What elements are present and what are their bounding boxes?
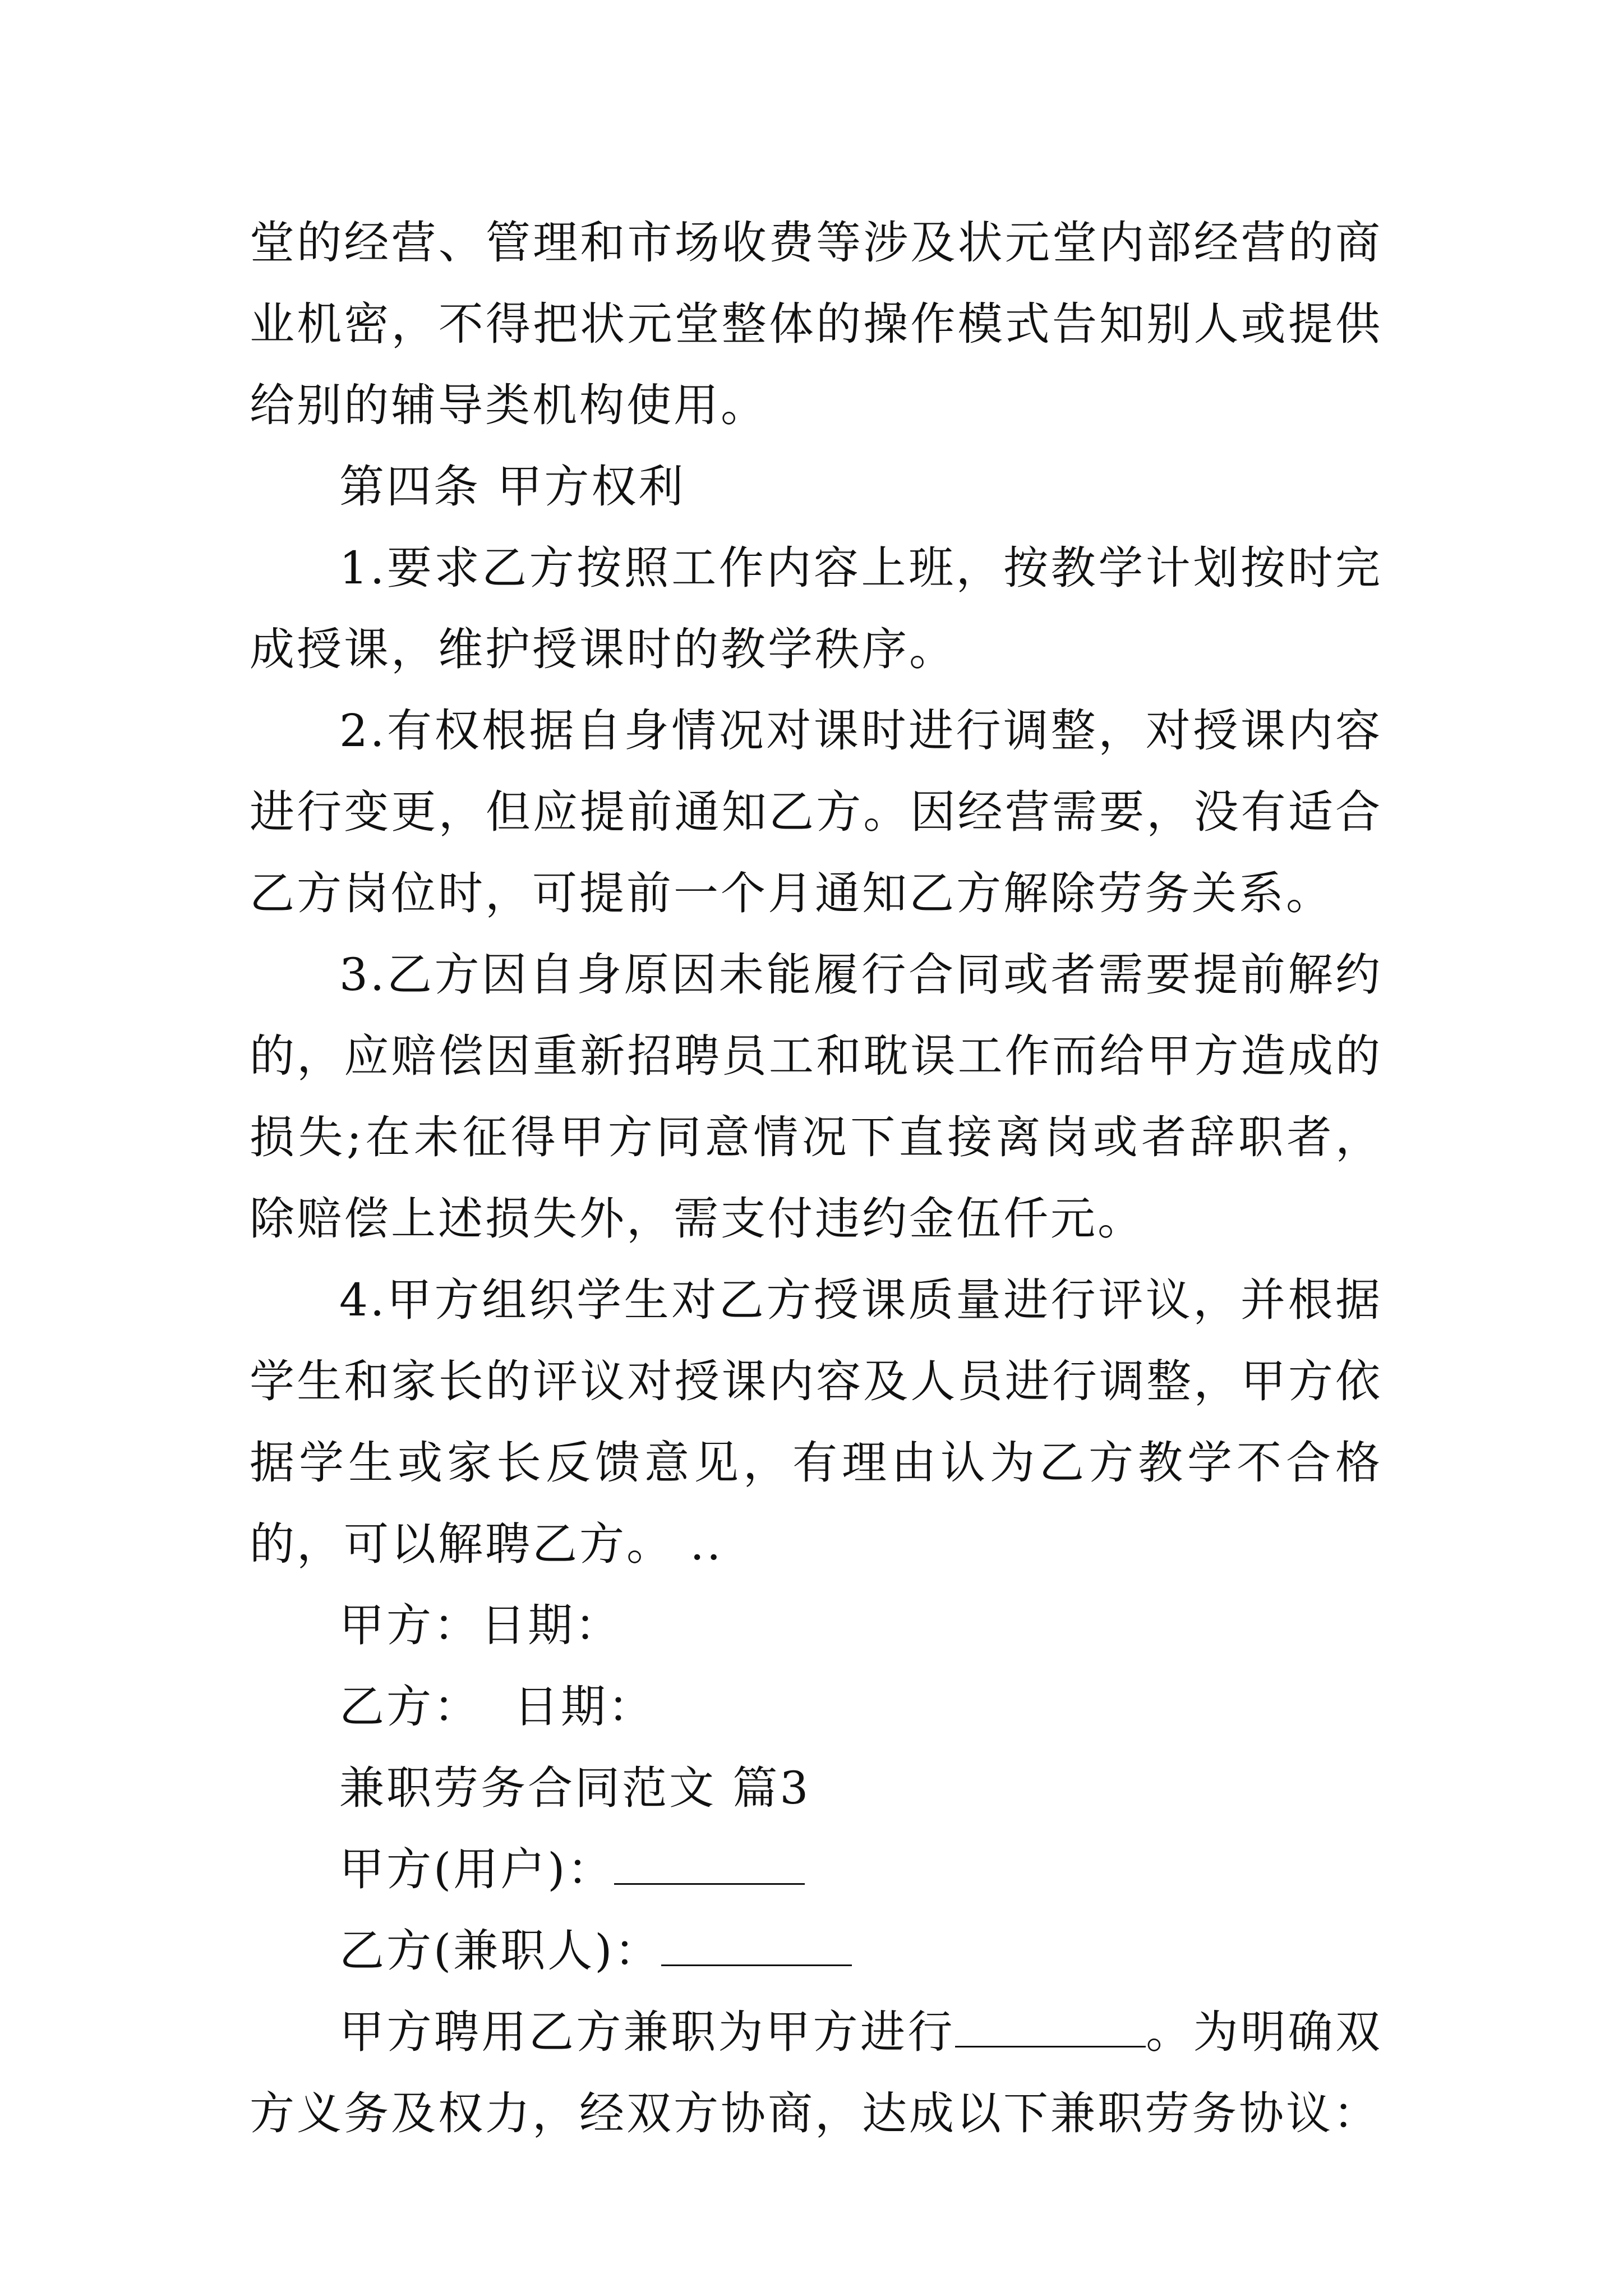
party-b-parttimer-line [250, 1910, 1382, 1991]
agreement-intro-paragraph [250, 1991, 1382, 2154]
section-heading-article-3: 兼职劳务合同范文 篇3 [339, 1762, 811, 1814]
party-a-user-blank [614, 1843, 805, 1885]
clause-4: 4.甲方组织学生对乙方授课质量进行评议，并根据学生和家长的评议对授课内容及人员进行调整，甲方依据学生或家长反馈意见，有理由认为乙方教学不合格的，可以解聘乙方。 .. [250, 1274, 1382, 1570]
work-content-blank [955, 2005, 1146, 2047]
article-four-heading: 第四条 甲方权利 [339, 461, 686, 513]
agreement-intro-before: 甲方聘用乙方兼职为甲方进行 [339, 2006, 955, 2058]
clause-3: 3.乙方因自身原因未能履行合同或者需要提前解约的，应赔偿因重新招聘员工和耽误工作而给甲方造成的损失;在未征得甲方同意情况下直接离岗或者辞职者，除赔偿上述损失外，需支付违约金伍仟元。 [250, 949, 1382, 1245]
clause-2: 2.有权根据自身情况对课时进行调整，对授课内容进行变更，但应提前通知乙方。因经营需要，没有适合乙方岗位时，可提前一个月通知乙方解除劳务关系。 [250, 705, 1382, 919]
paragraph-confidentiality-continued: 堂的经营、管理和市场收费等涉及状元堂内部经营的商业机密，不得把状元堂整体的操作模式告知别人或提供给别的辅导类机构使用。 [250, 217, 1382, 431]
document-body [250, 202, 1382, 2154]
party-a-user-label: 甲方(用户)： [339, 1843, 615, 1895]
clause-1: 1.要求乙方按照工作内容上班，按教学计划按时完成授课，维护授课时的教学秩序。 [250, 542, 1382, 675]
party-b-parttimer-blank [661, 1924, 852, 1966]
party-b-parttimer-label: 乙方(兼职人)： [339, 1925, 662, 1977]
party-a-signature-line: 甲方：日期： [339, 1599, 622, 1651]
party-a-user-line [250, 1829, 1382, 1910]
party-b-signature-line: 乙方： 日期： [339, 1681, 655, 1733]
agreement-intro-after: 。为明确双方义务及权力，经双方协商，达成以下兼职劳务协议： [250, 2006, 1383, 2139]
